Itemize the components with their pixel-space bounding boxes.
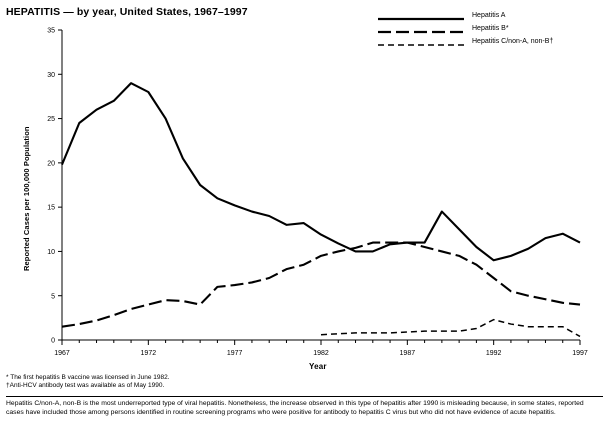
legend-swatch-solid-icon <box>378 16 464 22</box>
y-tick-label: 20 <box>47 160 55 168</box>
legend-swatch-longdash-icon <box>378 29 464 35</box>
x-axis-title: Year <box>309 362 327 371</box>
chart-svg <box>0 22 609 362</box>
legend-swatch-dash-icon <box>378 42 464 48</box>
y-tick-label: 25 <box>47 116 55 124</box>
y-tick-label: 30 <box>47 71 55 79</box>
series-line-2 <box>321 320 580 337</box>
x-tick-label: 1977 <box>226 350 243 357</box>
x-tick-label: 1997 <box>572 350 588 357</box>
y-tick-label: 35 <box>47 27 55 35</box>
footnote-1: * The first hepatitis B vaccine was licensed in June 1982. <box>6 374 170 381</box>
plot-area <box>0 22 609 371</box>
legend-label: Hepatitis C/non-A, non-B† <box>472 38 554 45</box>
explanatory-note: Hepatitis C/non-A, non-B is the most underreported type of viral hepatitis. Nonetheless, the increase observed in this type of hepatitis after 1990 is misleading because, in some states, reported cases have included those among persons identified in routine screening programs who were positive for antibody to hepatitis C virus but who did not have evidence of acute hepatitis. <box>6 400 584 416</box>
y-tick-label: 5 <box>51 293 55 301</box>
x-tick-label: 1982 <box>313 350 329 357</box>
footnote-2: †Anti-HCV antibody test was available as of May 1990. <box>6 382 165 390</box>
legend-item-hepatitis-c <box>378 38 593 51</box>
divider <box>6 396 603 397</box>
y-axis-title: Reported Cases per 100,000 Population <box>22 126 31 271</box>
x-tick-label: 1992 <box>485 350 502 357</box>
y-tick-label: 10 <box>47 249 55 257</box>
chart-legend <box>378 12 593 51</box>
series-line-0 <box>62 83 580 260</box>
x-tick-label: 1987 <box>399 350 416 357</box>
page-title: HEPATITIS — by year, United States, 1967–1997 <box>6 6 248 18</box>
legend-label: Hepatitis B* <box>472 25 509 32</box>
legend-item-hepatitis-b <box>378 25 593 38</box>
x-tick-label: 1967 <box>54 350 70 357</box>
x-tick-label: 1972 <box>140 350 157 357</box>
series-line-1 <box>62 243 580 327</box>
legend-item-hepatitis-a <box>378 12 593 25</box>
legend-label: Hepatitis A <box>472 12 506 19</box>
footnotes <box>6 374 406 391</box>
y-tick-label: 0 <box>51 337 55 345</box>
y-tick-label: 15 <box>47 204 55 212</box>
